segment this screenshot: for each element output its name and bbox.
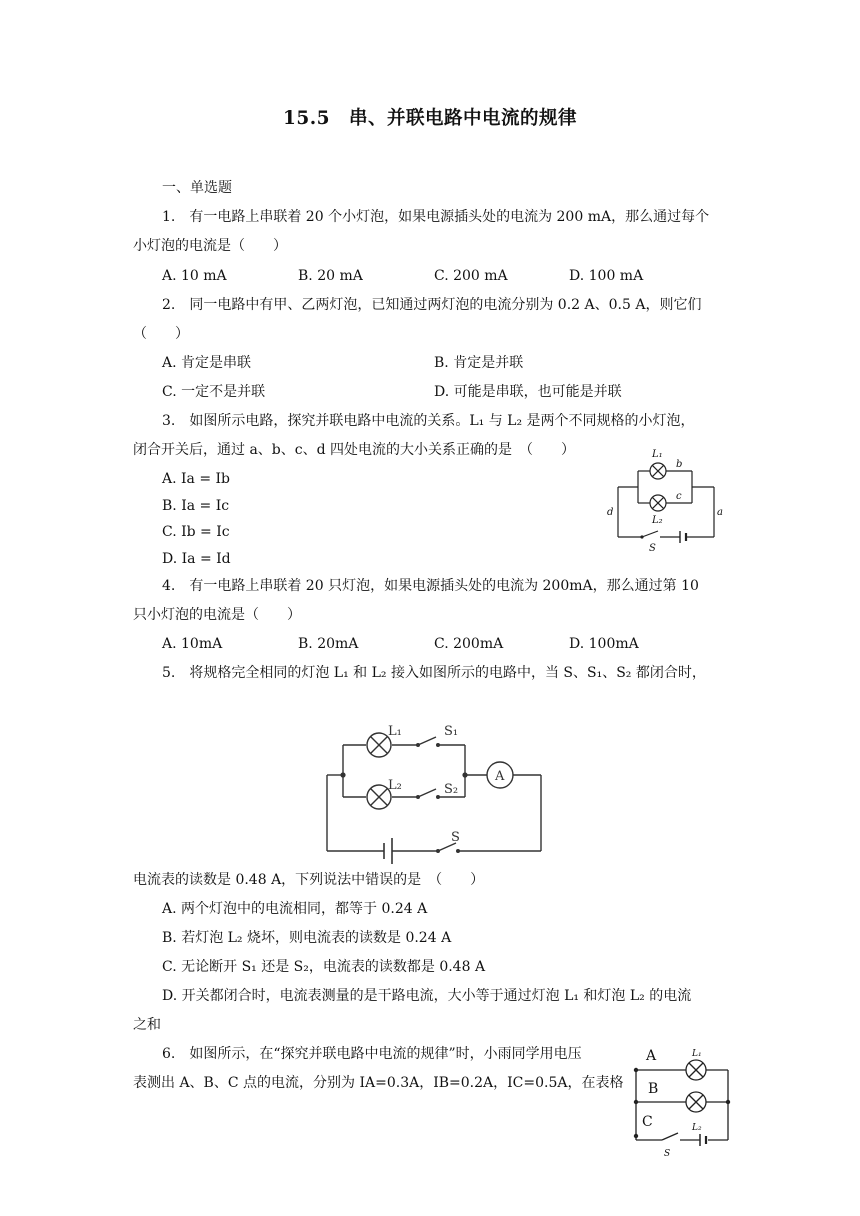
q6-circuit-diagram (628, 1040, 738, 1158)
q5-label-s: S (451, 830, 460, 845)
q6-label-c: C (642, 1114, 653, 1130)
q4-option-a: A. 10mA (162, 636, 223, 652)
q5-option-a: A. 两个灯泡中的电流相同，都等于 0.24 A (162, 901, 428, 917)
q1-text-line2: 小灯泡的电流是（ ） (133, 238, 287, 254)
q5-option-d: D. 开关都闭合时，电流表测量的是干路电流，大小等于通过灯泡 L₁ 和灯泡 L₂ 的电流 (162, 988, 692, 1004)
q5-label-s1: S₁ (444, 724, 459, 739)
q3-text-line2: 闭合开关后，通过 a、b、c、d 四处电流的大小关系正确的是 （ ） (133, 442, 576, 458)
q5-option-c: C. 无论断开 S₁ 还是 S₂，电流表的读数都是 0.48 A (162, 959, 486, 975)
q1-option-a: A. 10 mA (162, 268, 227, 284)
q1-option-b: B. 20 mA (298, 268, 363, 284)
q6-label-s: S (664, 1149, 671, 1158)
q2-option-a: A. 肯定是串联 (162, 355, 252, 371)
q6-label-b: B (648, 1081, 659, 1097)
q1-option-c: C. 200 mA (434, 268, 508, 284)
q5-text-line2: 电流表的读数是 0.48 A，下列说法中错误的是 （ ） (133, 872, 485, 888)
q3-label-c: c (676, 491, 682, 502)
q5-option-b: B. 若灯泡 L₂ 烧坏，则电流表的读数是 0.24 A (162, 930, 452, 946)
q2-text-line2: （ ） (133, 326, 189, 342)
q6-label-l2: L₂ (692, 1123, 702, 1133)
q5-option-d-continued: 之和 (133, 1017, 161, 1033)
q1-text-line1: 1. 有一电路上串联着 20 个小灯泡，如果电源插头处的电流为 200 mA，那么通过每个 (162, 209, 710, 225)
q2-option-b: B. 肯定是并联 (434, 355, 524, 371)
q6-label-l1: L₁ (692, 1049, 702, 1059)
q5-label-s2: S₂ (444, 782, 459, 797)
q5-label-l1: L₁ (388, 724, 402, 739)
q4-option-b: B. 20mA (298, 636, 359, 652)
q3-option-d: D. Ia = Id (162, 551, 231, 567)
page-title: 15.5 串、并联电路中电流的规律 (282, 108, 578, 129)
q3-label-l1: L₁ (652, 449, 663, 460)
q3-option-b: B. Ia = Ic (162, 498, 230, 514)
q3-label-l2: L₂ (652, 515, 663, 526)
q1-option-d: D. 100 mA (569, 268, 644, 284)
q3-label-a: a (717, 507, 723, 518)
q4-option-d: D. 100mA (569, 636, 639, 652)
q4-text-line1: 4. 有一电路上串联着 20 只灯泡，如果电源插头处的电流为 200mA，那么通过第 10 (162, 578, 699, 594)
q2-option-c: C. 一定不是并联 (162, 384, 266, 400)
q5-label-l2: L₂ (388, 778, 402, 793)
q2-option-d: D. 可能是串联，也可能是并联 (434, 384, 622, 400)
section-heading: 一、单选题 (162, 180, 232, 196)
q5-circuit-diagram (320, 713, 550, 865)
q3-text-line1: 3. 如图所示电路，探究并联电路中电流的关系。L₁ 与 L₂ 是两个不同规格的小灯泡， (162, 413, 695, 429)
q6-text-line2: 表测出 A、B、C 点的电流，分别为 IA=0.3A，IB=0.2A，IC=0.5A，在表格 (133, 1075, 624, 1091)
q2-text-line1: 2. 同一电路中有甲、乙两灯泡，已知通过两灯泡的电流分别为 0.2 A、0.5 A，则它们 (162, 297, 702, 313)
q3-label-s: S (649, 543, 656, 554)
q6-text-line1: 6. 如图所示，在“探究并联电路中电流的规律”时，小雨同学用电压 (162, 1046, 582, 1062)
q6-label-a: A (646, 1048, 657, 1064)
q3-circuit-diagram (600, 445, 732, 555)
q3-option-a: A. Ia = Ib (162, 471, 231, 487)
q5-text-line1: 5. 将规格完全相同的灯泡 L₁ 和 L₂ 接入如图所示的电路中，当 S、S₁、S₂ 都闭合时， (162, 665, 706, 681)
q4-option-c: C. 200mA (434, 636, 504, 652)
q3-label-d: d (607, 507, 614, 518)
q3-option-c: C. Ib = Ic (162, 524, 230, 540)
q4-text-line2: 只小灯泡的电流是（ ） (133, 607, 301, 623)
q5-label-ammeter: A (495, 769, 505, 784)
q3-label-b: b (676, 459, 683, 470)
